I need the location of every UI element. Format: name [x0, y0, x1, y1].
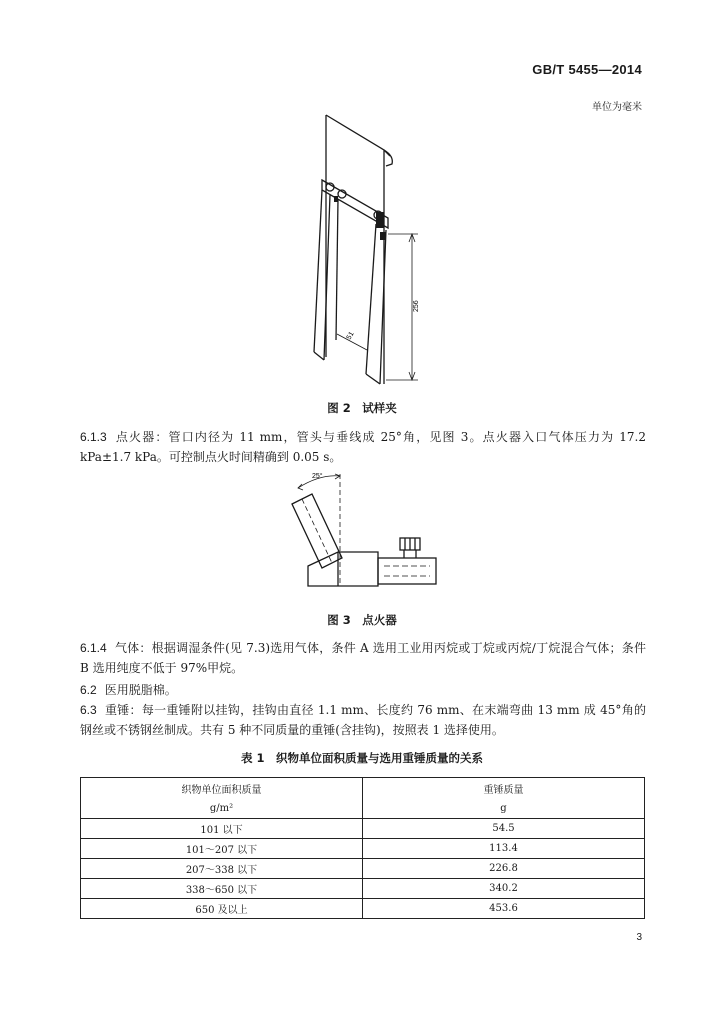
- col1-unit: g/m²: [81, 798, 363, 819]
- col1-header: 织物单位面积质量: [81, 778, 363, 799]
- section-text: 医用脱脂棉。: [104, 683, 177, 697]
- dim-width-label: 51: [345, 330, 356, 341]
- col2-unit: g: [363, 798, 645, 819]
- table-row: [81, 879, 645, 899]
- col2-header: 重锤质量: [363, 778, 645, 799]
- mass-cell: 54.5: [363, 819, 645, 839]
- section-number: 6.1.4: [80, 641, 107, 655]
- mass-cell: 453.6: [363, 899, 645, 919]
- figure-2-caption: 图 2 试样夹: [327, 401, 397, 415]
- dim-height-label: 256: [413, 300, 420, 312]
- range-cell: 338～650 以下: [81, 879, 363, 899]
- section-text: 重锤：每一重锤附以挂钩，挂钩由直径 1.1 mm、长度约 76 mm、在末端弯曲 13 mm 成 45°角的钢丝或不锈钢丝制成。共有 5 种不同质量的重锤(含挂钩)，按照表 1 选择使用。: [80, 703, 646, 737]
- table-row: [81, 819, 645, 839]
- figure-2-specimen-holder: [300, 112, 450, 392]
- section-text: 点火器：管口内径为 11 mm，管头与垂线成 25°角，见图 3。点火器入口气体压力为 17.2 kPa±1.7 kPa。可控制点火时间精确到 0.05 s。: [80, 430, 646, 464]
- unit-note: 单位为毫米: [592, 102, 642, 113]
- table-row: [81, 859, 645, 879]
- section-6-1-4: [80, 638, 646, 678]
- mass-cell: 113.4: [363, 839, 645, 859]
- table-row: [81, 839, 645, 859]
- table-header-row: [81, 778, 645, 799]
- range-cell: 650 及以上: [81, 899, 363, 919]
- section-text: 气体：根据调湿条件(见 7.3)选用气体，条件 A 选用工业用丙烷或丁烷或丙烷/丁烷混合气体；条件 B 选用纯度不低于 97%甲烷。: [80, 641, 646, 675]
- mass-cell: 226.8: [363, 859, 645, 879]
- section-number: 6.2: [80, 683, 97, 697]
- section-number: 6.1.3: [80, 430, 107, 444]
- table-unit-row: [81, 798, 645, 819]
- section-6-2: [80, 680, 646, 700]
- standard-number: GB/T 5455—2014: [532, 62, 642, 77]
- section-6-3: [80, 700, 646, 740]
- section-number: 6.3: [80, 703, 97, 717]
- section-6-1-3: [80, 427, 646, 467]
- range-cell: 101 以下: [81, 819, 363, 839]
- page-number: 3: [636, 932, 642, 943]
- range-cell: 207～338 以下: [81, 859, 363, 879]
- figure-3-igniter: [280, 466, 450, 596]
- angle-label: 25°: [312, 473, 323, 480]
- mass-cell: 340.2: [363, 879, 645, 899]
- table-row: [81, 899, 645, 919]
- table-1: [80, 777, 645, 919]
- range-cell: 101～207 以下: [81, 839, 363, 859]
- figure-3-caption: 图 3 点火器: [327, 613, 397, 627]
- table-1-title: 表 1 织物单位面积质量与选用重锤质量的关系: [240, 751, 483, 765]
